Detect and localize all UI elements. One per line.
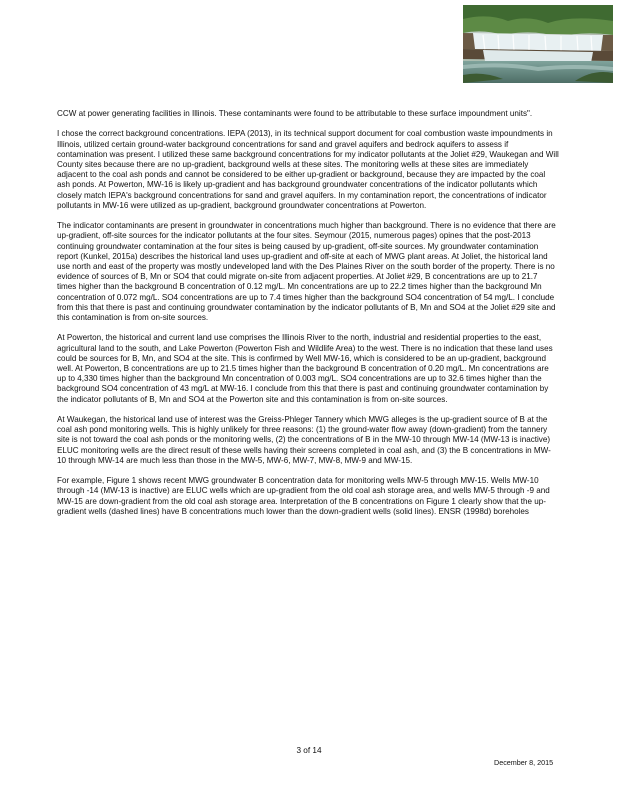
waterfall-photo-icon xyxy=(463,5,613,83)
paragraph-intro-continuation: CCW at power generating facilities in Illinois. These contaminants were found to be attributable to these surface impoundment units". xyxy=(57,109,533,118)
paragraph-figure-1: For example, Figure 1 shows recent MWG groundwater B concentration data for monitoring wells MW-5 through MW-15. Wells MW-10 through -14 (MW-13 is inactive) are ELUC wells which are up-gradient from the old coal ash storage area, and wells MW-5 through -9 and MW-15 are down-gradient from the old coal ash storage area. Interpretation of the B concentrations on Figure 1 clearly show that the up-gradient wells (dashed lines) have B concentrations much lower than the down-gradient wells (solid lines). ENSR (1998d) boreholes xyxy=(57,476,550,516)
paragraph-powerton: At Powerton, the historical and current land use comprises the Illinois River to the north, industrial and residential properties to the east, agricultural land to the south, and Lake Powerton (Powerton Fish and Wildlife Area) to the west. There is no indication that these land uses could be sources for B, Mn, and SO4 at the site. This is confirmed by Well MW-16, which is considered to be an up-gradient, background well. At Powerton, B concentrations are up to 21.5 times higher than the background B concentration of 0.20 mg/L. Mn concentrations are up to 4,330 times higher than the background Mn concentration of 0.003 mg/L. SO4 concentrations are up to 32.6 times higher than the background SO4 concentration of 43 mg/L at MW-16. I conclude from this that there is past and continuing groundwater contamination by the indicator pollutants of B, Mn and SO4 at the Powerton site and this contamination is from on-site sources. xyxy=(57,333,553,404)
paragraph-background-concentrations: I chose the correct background concentrations. IEPA (2013), in its technical support document for coal combustion waste impoundments in Illinois, utilized certain ground-water background concentrations for sand and gravel aquifers and bedrock aquifers to assess if contamination was present. I utilized these same background concentrations for my indicator pollutants at the Joliet #29, Waukegan and Will County sites because there are no up-gradient, background wells at these sites. The monitoring wells at these sites are immediately adjacent to the coal ash ponds and cannot be considered to be either up-gradient or background, because they are impacted by the coal ash ponds. At Powerton, MW-16 is likely up-gradient and has background groundwater concentrations of the indicator pollutants which closely match IEPA's background concentrations for sand and gravel aquifers. In my contamination report, the concentrations of indicator pollutants in MW-16 were utilized as up-gradient, background groundwater concentrations at Powerton. xyxy=(57,129,559,210)
waterfall-logo-image xyxy=(463,5,613,83)
page-number: 3 of 14 xyxy=(296,746,322,755)
footer-date: December 8, 2015 xyxy=(494,758,554,767)
document-body xyxy=(57,109,559,527)
paragraph-joliet: The indicator contaminants are present in groundwater in concentrations much higher than background. There is no evidence that there are up-gradient, off-site sources for the indicator pollutants at the four sites. Seymour (2015, numerous pages) opines that the post-2013 continuing groundwater contamination at the four sites is being caused by up-gradient, off-site sources. My groundwater contamination report (Kunkel, 2015a) describes the historical land uses up-gradient and off-site at each of MWG plant areas. At Joliet, the historical land use north and east of the property was mostly undeveloped land with the Des Plaines River on the south border of the property. There is no evidence of sources of B, Mn or SO4 that could migrate on-site from adjacent properties. At Joliet #29, B concentrations are up to 21.7 times higher than the background B concentration of 0.12 mg/L. Mn concentrations are up to 22.2 times higher than the background Mn concentration of 0.072 mg/L. SO4 concentrations are up to 7.4 times higher than the background SO4 concentration of 54 mg/L. I conclude from this that there is past and continuing groundwater contamination by the indicator pollutants of B, Mn and SO4 at the Joliet #29 site and this contamination is from on-site sources. xyxy=(57,221,556,323)
paragraph-waukegan: At Waukegan, the historical land use of interest was the Greiss-Phleger Tannery which MWG alleges is the up-gradient source of B at the coal ash pond monitoring wells. This is highly unlikely for three reasons: (1) the ground-water flow away (down-gradient) from the tannery site is not toward the coal ash ponds or the monitoring wells, (2) the concentrations of B in the MW-10 through MW-14 (MW-13 is inactive) ELUC monitoring wells are the direct result of these wells having their screens completed in coal ash, and (3) the B concentrations in MW-10 through MW-14 are much less than those in the MW-5, MW-6, MW-7, MW-8, MW-9 and MW-15. xyxy=(57,415,551,465)
